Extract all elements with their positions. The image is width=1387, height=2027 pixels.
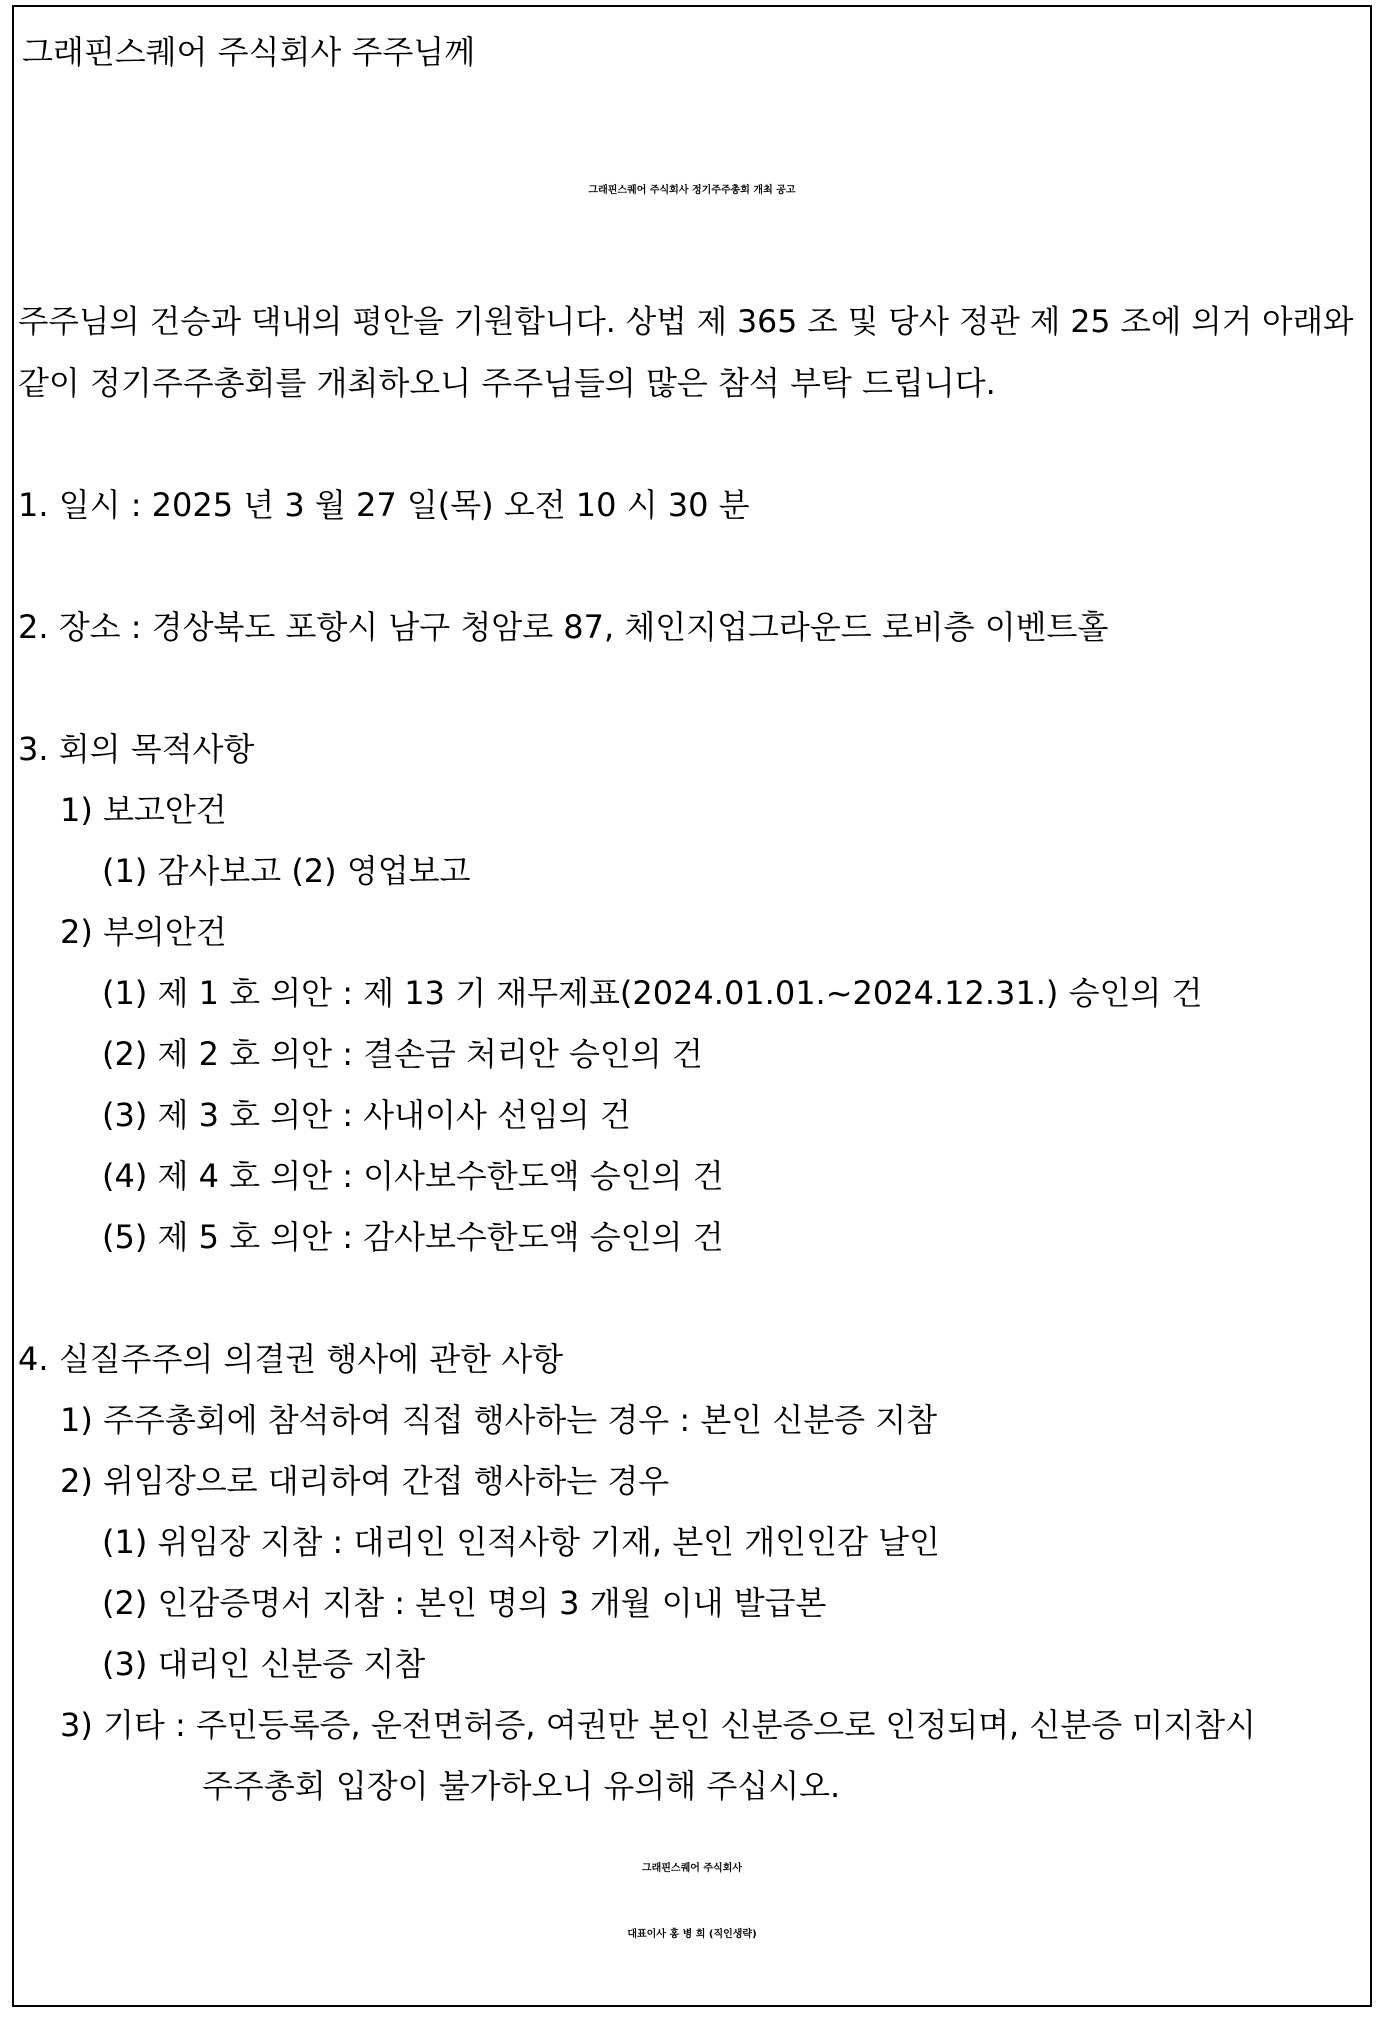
item-voting-heading: 4. 실질주주의 의결권 행사에 관한 사항 — [18, 1340, 564, 1378]
proxy-item: (3) 대리인 신분증 지참 — [102, 1645, 426, 1683]
item-place: 2. 장소 : 경상북도 포항시 남구 청암로 87, 체인지업그라운드 로비층 이벤트홀 — [18, 608, 1109, 646]
resolution-item: (4) 제 4 호 의안 : 이사보수한도액 승인의 건 — [102, 1157, 724, 1195]
ceo-signature: 대표이사 홍 병 희 (직인생략) — [627, 1929, 757, 1940]
resolution-agenda-heading: 2) 부의안건 — [60, 913, 227, 951]
item-agenda-heading: 3. 회의 목적사항 — [18, 730, 255, 768]
proxy-item: (1) 위임장 지참 : 대리인 인적사항 기재, 본인 개인인감 날인 — [102, 1523, 940, 1561]
resolution-item: (3) 제 3 호 의안 : 사내이사 선임의 건 — [102, 1096, 631, 1134]
other-note-line-2: 주주총회 입장이 불가하오니 유의해 주십시오. — [202, 1767, 841, 1805]
report-agenda-items: (1) 감사보고 (2) 영업보고 — [102, 852, 471, 890]
notice-document — [12, 5, 1372, 2007]
direct-voting: 1) 주주총회에 참석하여 직접 행사하는 경우 : 본인 신분증 지참 — [60, 1401, 938, 1439]
resolution-item: (5) 제 5 호 의안 : 감사보수한도액 승인의 건 — [102, 1218, 724, 1256]
report-agenda-heading: 1) 보고안건 — [60, 791, 227, 829]
intro-line-1: 주주님의 건승과 댁내의 평안을 기원합니다. 상법 제 365 조 및 당사 정관 제 25 조에 의거 아래와 — [18, 304, 1354, 340]
item-date: 1. 일시 : 2025 년 3 월 27 일(목) 오전 10 시 30 분 — [18, 486, 750, 524]
resolution-item: (1) 제 1 호 의안 : 제 13 기 재무제표(2024.01.01.~2024.12.31.) 승인의 건 — [102, 974, 1203, 1012]
resolution-item: (2) 제 2 호 의안 : 결손금 처리안 승인의 건 — [102, 1035, 703, 1073]
intro-line-2: 같이 정기주주총회를 개최하오니 주주님들의 많은 참석 부탁 드립니다. — [18, 364, 996, 402]
notice-title: 그래핀스퀘어 주식회사 정기주주총회 개최 공고 — [588, 185, 796, 196]
company-name: 그래핀스퀘어 주식회사 — [641, 1863, 743, 1874]
proxy-voting-heading: 2) 위임장으로 대리하여 간접 행사하는 경우 — [60, 1462, 670, 1500]
addressee: 그래핀스퀘어 주식회사 주주님께 — [22, 33, 476, 71]
other-note-line-1: 3) 기타 : 주민등록증, 운전면허증, 여권만 본인 신분증으로 인정되며, 신분증 미지참시 — [60, 1706, 1256, 1744]
proxy-item: (2) 인감증명서 지참 : 본인 명의 3 개월 이내 발급본 — [102, 1584, 827, 1622]
